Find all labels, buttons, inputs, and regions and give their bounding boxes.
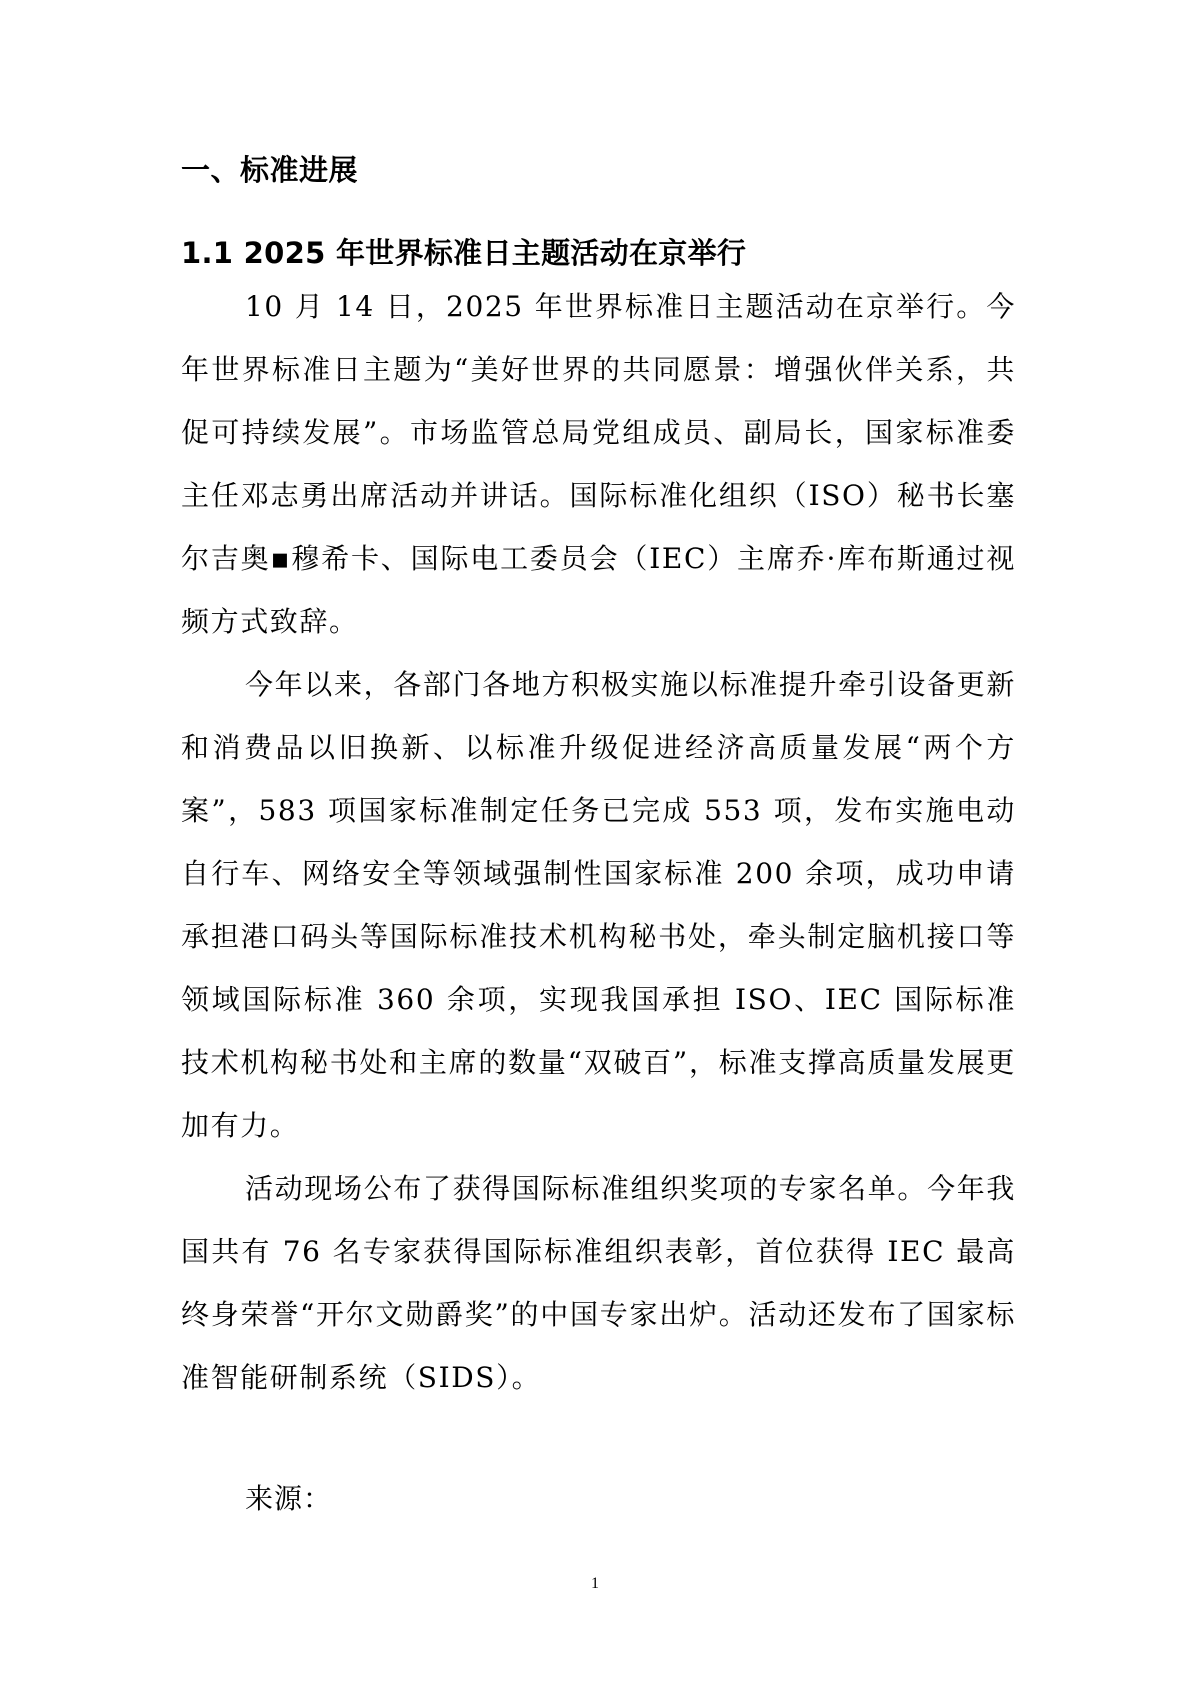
document-body (181, 150, 1016, 1519)
sub-heading: 1.1 2025 年世界标准日主题活动在京举行 (181, 236, 747, 270)
paragraph-event: 10 月 14 日，2025 年世界标准日主题活动在京举行。今年世界标准日主题为“美好世界的共同愿景：增强伙伴关系，共促可持续发展”。市场监管总局党组成员、副局长，国家标准委主任邓志勇出席活动并讲话。国际标准化组织（ISO）秘书长塞尔吉奥▪穆希卡、国际电工委员会（IEC）主席乔·库布斯通过视频方式致辞。 (181, 290, 1016, 638)
page-number: 1 (591, 1575, 599, 1592)
section-heading: 一、标准进展 (181, 153, 359, 187)
paragraph-progress: 今年以来，各部门各地方积极实施以标准提升牵引设备更新和消费品以旧换新、以标准升级促进经济高质量发展“两个方案”，583 项国家标准制定任务已完成 553 项，发布实施电动自行车、网络安全等领域强制性国家标准 200 余项，成功申请承担港口码头等国际标准技术机构秘书处，牵头制定脑机接口等领域国际标准 360 余项，实现我国承担 ISO、IEC 国际标准技术机构秘书处和主席的数量“双破百”，标准支撑高质量发展更加有力。 (181, 668, 1016, 1142)
paragraph-awards: 活动现场公布了获得国际标准组织奖项的专家名单。今年我国共有 76 名专家获得国际标准组织表彰，首位获得 IEC 最高终身荣誉“开尔文勋爵奖”的中国专家出炉。活动还发布了国家标准智能研制系统（SIDS）。 (181, 1172, 1016, 1394)
source-label: 来源： (245, 1482, 333, 1515)
